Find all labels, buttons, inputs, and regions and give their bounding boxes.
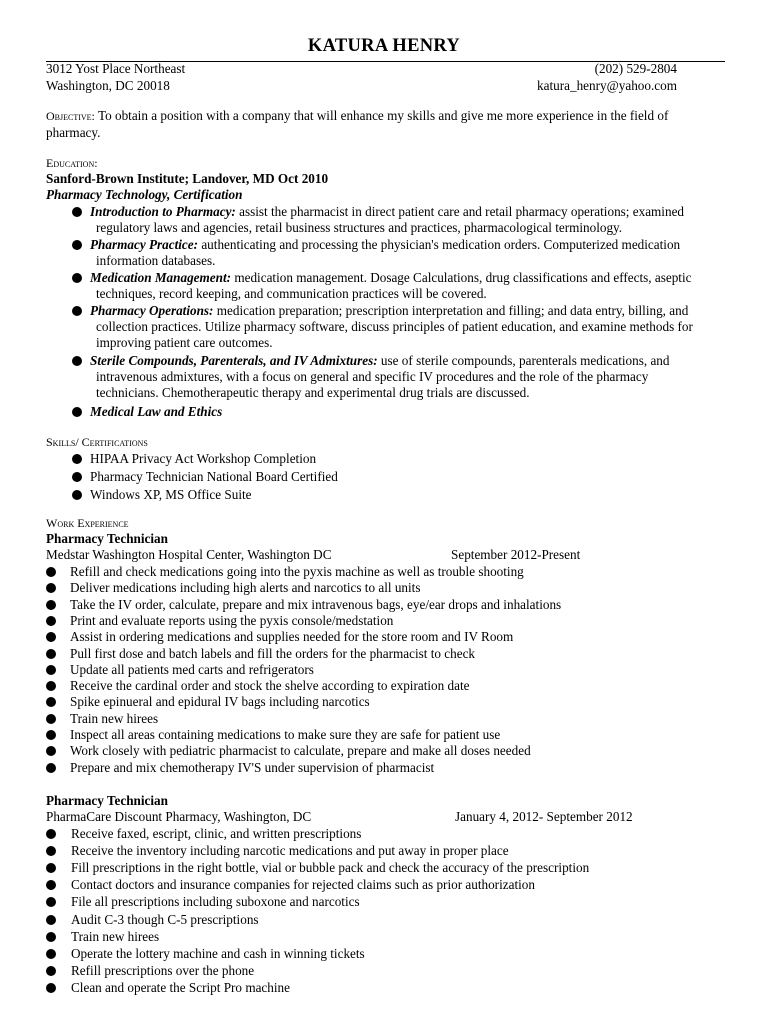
duty-item: Operate the lottery machine and cash in winning tickets — [71, 946, 365, 961]
duty-item: Contact doctors and insurance companies for rejected claims such as prior authorization — [71, 877, 535, 892]
course-title: Introduction to Pharmacy: — [90, 204, 236, 219]
duty-bullet-icon — [46, 616, 56, 626]
duty-bullet-icon — [46, 983, 56, 993]
resume-name: KATURA HENRY — [307, 36, 461, 56]
duty-bullet-icon — [46, 763, 56, 773]
course-bullet-icon — [72, 407, 82, 417]
course-title: Pharmacy Practice: — [90, 237, 199, 252]
course-item — [90, 237, 680, 253]
course-desc-2: regulatory laws and agencies, retail business structures and practices, pharmacological terminology. — [96, 220, 623, 235]
course-desc-3: improving patient care outcomes. — [96, 335, 273, 350]
course-bullet-icon — [72, 207, 82, 217]
duty-item: Fill prescriptions in the right bottle, vial or bubble pack and check the accuracy of the prescription — [71, 860, 590, 875]
duty-item: Train new hirees — [70, 711, 159, 726]
duty-bullet-icon — [46, 714, 56, 724]
objective-line-2: pharmacy. — [46, 125, 101, 140]
course-desc-1: assist the pharmacist in direct patient care and retail pharmacy operations; examined — [235, 204, 685, 219]
duty-bullet-icon — [46, 915, 56, 925]
course-item — [90, 404, 222, 420]
duty-bullet-icon — [46, 567, 56, 577]
education-institution: Sanford-Brown Institute; Landover, MD Oct 2010 — [46, 171, 329, 186]
duty-item: Refill and check medications going into the pyxis machine as well as trouble shooting — [70, 564, 524, 579]
job-dates: September 2012-Present — [451, 547, 581, 562]
duty-item: Audit C-3 though C-5 prescriptions — [71, 912, 259, 927]
duty-bullet-icon — [46, 932, 56, 942]
duty-bullet-icon — [46, 949, 56, 959]
duty-item: Assist in ordering medications and supplies needed for the store room and IV Room — [70, 629, 514, 644]
duty-item: File all prescriptions including suboxone and narcotics — [71, 894, 360, 909]
duty-bullet-icon — [46, 632, 56, 642]
course-desc-2: collection practices. Utilize pharmacy software, discuss principles of patient education, and examine methods for — [96, 319, 693, 334]
duty-bullet-icon — [46, 746, 56, 756]
skill-bullet-icon — [72, 472, 82, 482]
duty-bullet-icon — [46, 897, 56, 907]
duty-bullet-icon — [46, 681, 56, 691]
job-employer: PharmaCare Discount Pharmacy, Washington, DC — [46, 809, 312, 824]
education-program: Pharmacy Technology, Certification — [46, 187, 243, 202]
job-employer: Medstar Washington Hospital Center, Washington DC — [46, 547, 332, 562]
work-label: Work Experience — [46, 516, 129, 530]
course-desc-3: technicians. Chemotherapeutic therapy and experimental drug trials are discussed. — [96, 385, 530, 400]
duty-item: Deliver medications including high alerts and narcotics to all units — [70, 580, 421, 595]
duty-bullet-icon — [46, 649, 56, 659]
course-item — [90, 303, 688, 319]
duty-item: Work closely with pediatric pharmacist to calculate, prepare and make all doses needed — [70, 743, 531, 758]
objective-line-1 — [46, 108, 668, 124]
skill-item: HIPAA Privacy Act Workshop Completion — [90, 451, 317, 466]
duty-item: Receive the inventory including narcotic medications and put away in proper place — [71, 843, 509, 858]
course-title: Medication Management: — [90, 270, 232, 285]
job-title: Pharmacy Technician — [46, 793, 168, 808]
duty-bullet-icon — [46, 880, 56, 890]
duty-item: Prepare and mix chemotherapy IV'S under supervision of pharmacist — [70, 760, 435, 775]
address-line-2: Washington, DC 20018 — [46, 78, 170, 93]
duty-bullet-icon — [46, 697, 56, 707]
skill-item: Pharmacy Technician National Board Certified — [90, 469, 338, 484]
phone: (202) 529-2804 — [594, 61, 677, 76]
course-item — [90, 204, 684, 220]
email: katura_henry@yahoo.com — [537, 78, 677, 93]
duty-bullet-icon — [46, 600, 56, 610]
duty-item: Inspect all areas containing medications to make sure they are safe for patient use — [70, 727, 501, 742]
course-item — [90, 353, 670, 369]
job-title: Pharmacy Technician — [46, 531, 168, 546]
skill-item: Windows XP, MS Office Suite — [90, 487, 252, 502]
duty-bullet-icon — [46, 863, 56, 873]
duty-item: Refill prescriptions over the phone — [71, 963, 255, 978]
course-item — [90, 270, 691, 286]
skills-label: Skills/ Certifications — [46, 435, 148, 449]
duty-item: Update all patients med carts and refrigerators — [70, 662, 314, 677]
duty-item: Receive the cardinal order and stock the shelve according to expiration date — [70, 678, 470, 693]
address-line-1: 3012 Yost Place Northeast — [46, 61, 186, 76]
course-bullet-icon — [72, 273, 82, 283]
course-bullet-icon — [72, 240, 82, 250]
duty-item: Print and evaluate reports using the pyxis console/medstation — [70, 613, 394, 628]
duty-item: Clean and operate the Script Pro machine — [71, 980, 290, 995]
skill-bullet-icon — [72, 454, 82, 464]
course-desc-2: information databases. — [96, 253, 216, 268]
duty-bullet-icon — [46, 730, 56, 740]
course-desc-1: medication management. Dosage Calculations, drug classifications and effects, aseptic — [231, 270, 692, 285]
course-desc-2: techniques, record keeping, and communication practices will be covered. — [96, 286, 487, 301]
duty-item: Pull first dose and batch labels and fill the orders for the pharmacist to check — [70, 646, 476, 661]
duty-bullet-icon — [46, 829, 56, 839]
course-bullet-icon — [72, 306, 82, 316]
course-desc-1: use of sterile compounds, parenterals medications, and — [377, 353, 670, 368]
skill-bullet-icon — [72, 490, 82, 500]
duty-item: Spike epinueral and epidural IV bags including narcotics — [70, 694, 370, 709]
duty-item: Take the IV order, calculate, prepare and mix intravenous bags, eye/ear drops and inhalations — [70, 597, 562, 612]
duty-item: Receive faxed, escript, clinic, and written prescriptions — [71, 826, 362, 841]
course-title: Sterile Compounds, Parenterals, and IV Admixtures: — [90, 353, 378, 368]
course-desc-2: intravenous admixtures, with a focus on general and specific IV procedures and the role of the pharmacy — [96, 369, 649, 384]
course-desc-1: medication preparation; prescription interpretation and filling; and data entry, billing, and — [213, 303, 689, 318]
course-desc-1: authenticating and processing the physician's medication orders. Computerized medication — [198, 237, 681, 252]
objective-text-1: To obtain a position with a company that will enhance my skills and give me more experience in the field of — [97, 108, 669, 123]
duty-item: Train new hirees — [71, 929, 160, 944]
duty-bullet-icon — [46, 846, 56, 856]
course-title: Pharmacy Operations: — [90, 303, 214, 318]
objective-label: Objective: — [46, 109, 95, 123]
duty-bullet-icon — [46, 665, 56, 675]
duty-bullet-icon — [46, 583, 56, 593]
course-bullet-icon — [72, 356, 82, 366]
duty-bullet-icon — [46, 966, 56, 976]
course-title: Medical Law and Ethics — [90, 404, 223, 419]
job-dates: January 4, 2012- September 2012 — [455, 809, 633, 824]
education-label: Education: — [46, 156, 98, 170]
